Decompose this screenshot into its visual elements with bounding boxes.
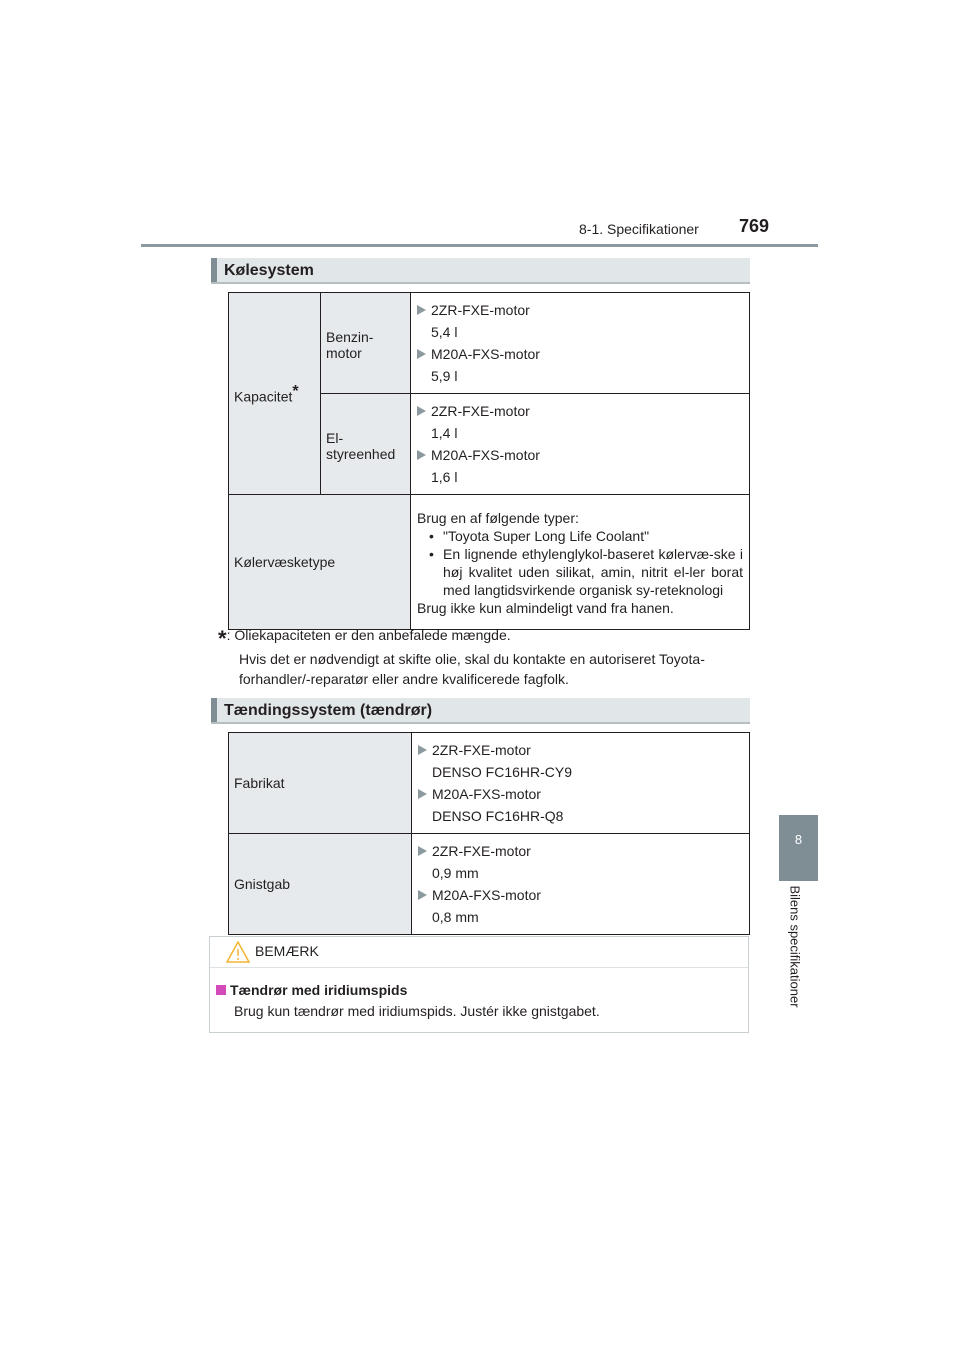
engine-item: 2ZR-FXE-motor bbox=[418, 840, 743, 862]
el-value-cell bbox=[411, 394, 750, 495]
benzin-label-cell bbox=[321, 293, 411, 394]
section-title: Kølesystem bbox=[224, 262, 314, 279]
table-row bbox=[229, 733, 750, 834]
gnistgab-value-cell bbox=[412, 834, 750, 935]
coolant-bullet: • En lignende ethylenglykol-baseret kølervæ-ske i høj kvalitet uden silikat, amin, nitrit el-ler borat med langtidsvirkende organisk sy-reteknologi bbox=[429, 545, 743, 598]
notice-box bbox=[209, 936, 749, 1033]
notice-label: BEMÆRK bbox=[255, 943, 319, 959]
page-number: 769 bbox=[739, 216, 770, 236]
engine-item: 2ZR-FXE-motor bbox=[417, 299, 743, 321]
ignition-table bbox=[228, 732, 750, 935]
engine-value: 1,6 l bbox=[431, 469, 458, 485]
footnote bbox=[218, 625, 748, 689]
section-heading-cooling bbox=[211, 258, 750, 284]
benzin-label-line: Benzin- bbox=[326, 329, 374, 345]
side-tab-label: Bilens specifikationer bbox=[787, 885, 803, 1008]
section-heading-ignition bbox=[211, 698, 750, 724]
footnote-mark: * bbox=[292, 382, 299, 400]
coolant-value-cell bbox=[411, 495, 750, 630]
notice-header bbox=[210, 937, 748, 968]
coolant-bullet-text: "Toyota Super Long Life Coolant" bbox=[443, 527, 650, 544]
table-row bbox=[229, 293, 750, 394]
gnistgab-label: Gnistgab bbox=[234, 876, 291, 892]
fabrikat-label: Fabrikat bbox=[234, 775, 285, 791]
coolant-intro: Brug en af følgende typer: bbox=[417, 509, 579, 526]
table-row bbox=[229, 834, 750, 935]
footnote-line: Hvis det er nødvendigt at skifte olie, skal du kontakte en autoriseret Toyota- bbox=[239, 651, 705, 667]
notice-body bbox=[210, 968, 748, 1022]
engine-item: 2ZR-FXE-motor bbox=[417, 400, 743, 422]
cooling-table bbox=[228, 292, 750, 630]
coolant-label-cell bbox=[229, 495, 411, 630]
side-tab-number: 8 bbox=[794, 832, 803, 847]
header-rule bbox=[141, 244, 818, 247]
benzin-label-line: motor bbox=[326, 345, 362, 361]
table-row bbox=[229, 495, 750, 630]
engine-item: M20A-FXS-motor bbox=[418, 783, 743, 805]
footnote-line: forhandler/-reparatør eller andre kvalificerede fagfolk. bbox=[239, 671, 569, 687]
warning-triangle-icon bbox=[226, 941, 250, 963]
engine-item: 2ZR-FXE-motor bbox=[418, 739, 743, 761]
engine-value: 0,9 mm bbox=[432, 865, 479, 881]
capacity-label-cell bbox=[229, 293, 321, 495]
engine-value: 1,4 l bbox=[431, 425, 458, 441]
fabrikat-label-cell bbox=[229, 733, 412, 834]
engine-item: M20A-FXS-motor bbox=[417, 343, 743, 365]
section-title: Tændingssystem (tændrør) bbox=[224, 702, 433, 719]
notice-text: Brug kun tændrør med iridiumspids. Justér ikke gnistgabet. bbox=[234, 1003, 600, 1019]
coolant-bullet-text: En lignende ethylenglykol-baseret kølervæ-ske i høj kvalitet uden silikat, amin, nitrit el-ler borat med langtidsvirkende organisk sy-reteknologi bbox=[443, 545, 743, 598]
engine-item: M20A-FXS-motor bbox=[417, 444, 743, 466]
coolant-label: Kølervæsketype bbox=[234, 554, 336, 570]
engine-value: 0,8 mm bbox=[432, 909, 479, 925]
engine-item: M20A-FXS-motor bbox=[418, 884, 743, 906]
gnistgab-label-cell bbox=[229, 834, 412, 935]
chapter-title: 8-1. Specifikationer bbox=[579, 221, 699, 237]
footnote-text: : Oliekapaciteten er den anbefalede mængde. bbox=[226, 627, 511, 643]
engine-value: DENSO FC16HR-Q8 bbox=[432, 808, 564, 824]
engine-value: 5,4 l bbox=[431, 324, 458, 340]
footnote-star: * bbox=[218, 626, 227, 651]
fabrikat-value-cell bbox=[412, 733, 750, 834]
notice-heading-text: Tændrør med iridiumspids bbox=[230, 982, 408, 998]
el-label-line: styreenhed bbox=[326, 446, 396, 462]
capacity-label: Kapacitet bbox=[234, 388, 293, 405]
el-label-cell bbox=[321, 394, 411, 495]
footnote-line bbox=[218, 625, 748, 649]
coolant-outro: Brug ikke kun almindeligt vand fra hanen. bbox=[417, 599, 674, 616]
el-label-line: El- bbox=[326, 430, 344, 446]
benzin-value-cell bbox=[411, 293, 750, 394]
notice-heading bbox=[216, 980, 748, 1001]
square-bullet-icon bbox=[216, 985, 226, 995]
engine-value: DENSO FC16HR-CY9 bbox=[432, 764, 573, 780]
coolant-bullet: • "Toyota Super Long Life Coolant" bbox=[429, 527, 650, 544]
engine-value: 5,9 l bbox=[431, 368, 458, 384]
